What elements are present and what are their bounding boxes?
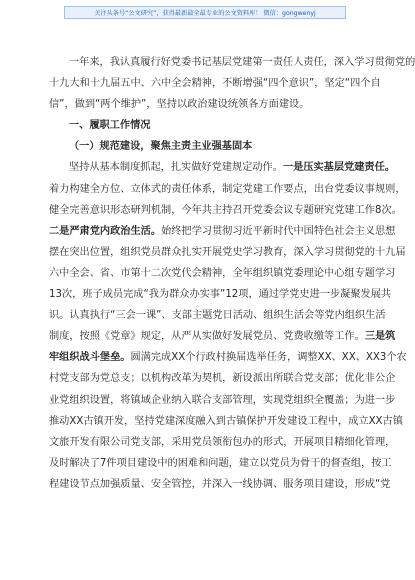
- paragraph-line: 及时解决了7件项目建设中的困难和问题，建立以党员为骨干的督查组，按工: [49, 457, 392, 469]
- paragraph-line: 十九大和十九届五中、六中全会精神，不断增强“四个意识”，坚定“四个自: [49, 78, 381, 90]
- text-run: 始终把学习贯彻习近平新时代中国特色社会主义思想: [161, 225, 396, 237]
- paragraph-line: [49, 157, 395, 178]
- paragraph-line: 着力构建全方位、立体式的责任体系，制定党建工作要点，出台党委议事规则，: [49, 183, 406, 195]
- text-run: 圆满完成XX个行政村换届选举任务，调整XX、XX、XX3个农: [130, 352, 407, 364]
- text-run: 坚持从基本制度抓起，扎实做好党建规定动作。: [69, 162, 283, 174]
- paragraph-line: 一年来，我认真履行好党委书记基层党建第一责任人责任，深入学习贯彻党的: [69, 57, 415, 68]
- paragraph-line: 信”，做到“两个维护”，坚持以政治建设统领各方面建设。: [49, 99, 310, 111]
- paragraph-line: 业党组织设置，将镇域企业纳入联合支部管理，实现党组织全覆盖；为进一步: [49, 394, 396, 406]
- bold-phrase: 二是严肃党内政治生活。: [49, 225, 162, 237]
- bold-phrase: 三是筑: [364, 331, 396, 343]
- section-heading: 一、履职工作情况: [69, 120, 151, 132]
- document-body: [49, 52, 415, 495]
- text-run: 制度，按照《党章》规定，从严从实做好发展党员、党费收缴等工作。: [49, 331, 365, 343]
- paragraph-line: [49, 326, 396, 347]
- paragraph-line: 文旅开发有限公司党支部，采用党员领衔包办的形式，开展项目精细化管理，: [49, 436, 396, 448]
- subsection-heading: （一）规范建设，聚焦主责主业强基固本: [69, 141, 253, 153]
- paragraph-line: 程建设节点加强质量、安全管控，并深入一线协调、服务项目建设，形成“党: [49, 478, 391, 490]
- paragraph-line: 六中全会、省、市第十二次党代会精神，全年组织镇党委理论中心组专题学习: [49, 267, 396, 279]
- paragraph-line: [49, 347, 407, 368]
- bold-phrase: 一是压实基层党建责任。: [282, 162, 395, 174]
- paragraph-line: 识。认真执行“三会一课”、支部主题党日活动、组织生活会等党内组织生活: [49, 310, 386, 322]
- bold-phrase: 牢组织战斗堡垒。: [49, 352, 131, 364]
- paragraph-line: [49, 221, 396, 242]
- paragraph-line: 健全完善意识形态研判机制，今年共主持召开党委会议专题研究党建工作8次。: [49, 204, 402, 216]
- paragraph-line: 村党支部为党总支；以机构改革为契机，新设派出所联合党支部；优化非公企: [49, 373, 396, 385]
- paragraph-line: 13次，班子成员完成“我为群众办实事”12项，通过学党史进一步凝聚发展共: [49, 289, 392, 301]
- paragraph-line: 摆在突出位置，组织党员群众扎实开展党史学习教育，深入学习贯彻党的十九届: [49, 246, 406, 258]
- promo-banner[interactable]: 关注头条号“公文研究”，获得最新最全最专业的公文资料库！ 微信：gongwenyj: [64, 6, 346, 19]
- paragraph-line: 推动XX古镇开发，坚持党建深度融入到古镇保护开发建设工程中，成立XX古镇: [49, 415, 403, 427]
